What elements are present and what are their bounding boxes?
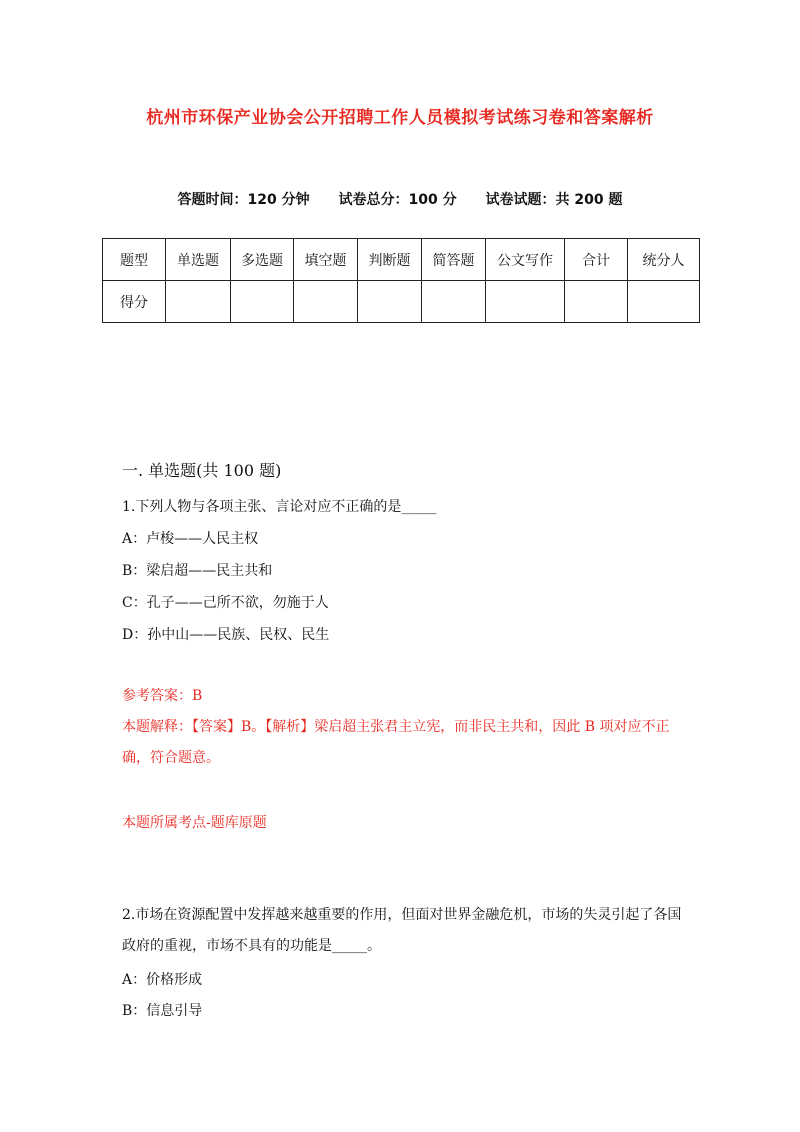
header-cell-sum: 合计	[565, 239, 628, 281]
header-cell-single: 单选题	[166, 239, 231, 281]
question-1-option-c: C：孔子——己所不欲，勿施于人	[122, 595, 329, 611]
section-title: 一. 单选题(共 100 题)	[122, 461, 282, 480]
score-cell	[294, 281, 358, 323]
header-cell-judge: 判断题	[358, 239, 422, 281]
score-cell	[628, 281, 700, 323]
score-cell	[231, 281, 294, 323]
header-cell-type: 题型	[103, 239, 166, 281]
score-table	[102, 238, 700, 323]
document-title: 杭州市环保产业协会公开招聘工作人员模拟考试练习卷和答案解析	[146, 108, 654, 128]
score-cell	[358, 281, 422, 323]
score-row-label: 得分	[103, 281, 166, 323]
exam-time: 答题时间：120 分钟	[177, 192, 310, 208]
question-1-knowledge-point: 本题所属考点-题库原题	[122, 815, 267, 831]
score-table-score-row	[103, 281, 700, 323]
exam-question-count: 试卷试题：共 200 题	[485, 192, 623, 208]
header-cell-scorer: 统分人	[628, 239, 700, 281]
score-cell	[565, 281, 628, 323]
question-1-option-d: D：孙中山——民族、民权、民生	[122, 627, 330, 643]
score-cell	[422, 281, 486, 323]
question-1-option-a: A：卢梭——人民主权	[122, 531, 259, 547]
header-cell-multi: 多选题	[231, 239, 294, 281]
score-cell	[486, 281, 565, 323]
question-1-explanation: 本题解释：【答案】B。【解析】梁启超主张君主立宪，而非民主共和，因此 B 项对应不正确，符合题意。	[122, 719, 670, 766]
question-2-option-a: A：价格形成	[122, 972, 203, 988]
score-cell	[166, 281, 231, 323]
header-cell-fill: 填空题	[294, 239, 358, 281]
header-cell-writing: 公文写作	[486, 239, 565, 281]
question-1-answer: 参考答案：B	[122, 688, 203, 704]
exam-total-score: 试卷总分：100 分	[338, 192, 457, 208]
question-2-option-b: B：信息引导	[122, 1003, 203, 1019]
header-cell-short: 简答题	[422, 239, 486, 281]
question-2-stem: 2.市场在资源配置中发挥越来越重要的作用，但面对世界金融危机，市场的失灵引起了各国政府的重视，市场不具有的功能是_____。	[122, 907, 682, 954]
question-1-option-b: B：梁启超——民主共和	[122, 563, 273, 579]
exam-meta	[0, 189, 800, 209]
score-table-header-row	[103, 239, 700, 281]
question-1-stem: 1.下列人物与各项主张、言论对应不正确的是_____	[122, 499, 437, 515]
